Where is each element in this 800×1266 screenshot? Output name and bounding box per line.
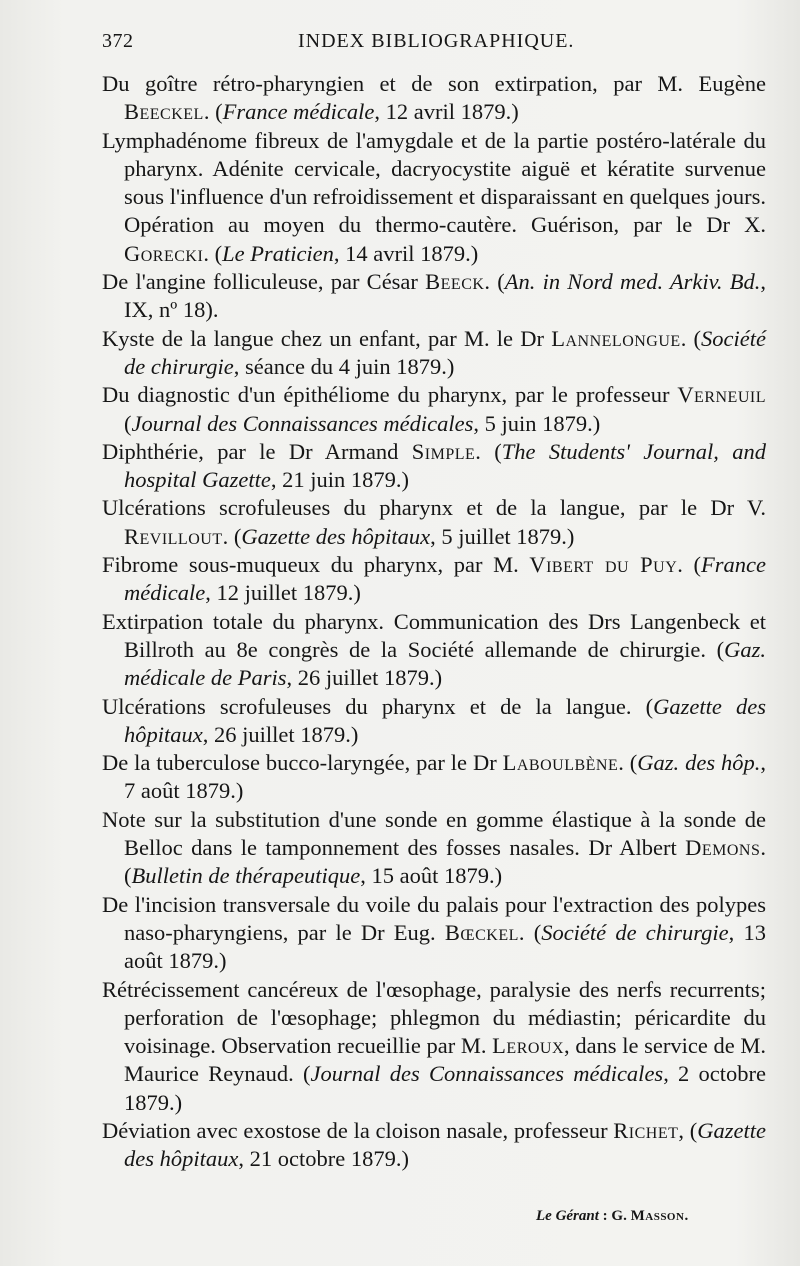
bibliography-entry: De l'angine folliculeuse, par César Beeck. (An. in Nord med. Arkiv. Bd., IX, nº 18). <box>102 269 767 323</box>
footer-label: Le Gérant <box>536 1208 599 1224</box>
bibliography-entry: Ulcérations scrofuleuses du pharynx et de la langue, par le Dr V. Revillout. (Gazette des hôpitaux, 5 juillet 1879.) <box>102 495 766 549</box>
bibliography-entry: Kyste de la langue chez un enfant, par M. le Dr Lannelongue. (Société de chirurgie, séance du 4 juin 1879.) <box>102 325 766 379</box>
bibliography-entry: De l'incision transversale du voile du palais pour l'extraction des polypes naso-pharyngiens, par le Dr Eug. Bœckel. (Société de chirurgie, 13 août 1879.) <box>102 891 766 974</box>
bibliography-entry: Fibrome sous-muqueux du pharynx, par M. Vibert du Puy. (France médicale, 12 juillet 1879.) <box>102 552 766 606</box>
footer-name: Masson <box>630 1208 685 1224</box>
bibliography-list <box>102 70 766 1174</box>
bibliography-entry: Note sur la substitution d'une sonde en gomme élastique à la sonde de Belloc dans le tamponnement des fosses nasales. Dr Albert Demons. (Bulletin de thérapeutique, 15 août 1879.) <box>102 806 766 889</box>
bibliography-entry: Lymphadénome fibreux de l'amygdale et de la partie postéro-latérale du pharynx. Adénite cervicale, dacryocystite aiguë et kératite survenue sous l'influence d'un refroidissement et disparaissant en quelques jours. Opération au moyen du thermo-cautère. Guérison, par le Dr X. Gorecki. (Le Praticien, 14 avril 1879.) <box>102 127 766 266</box>
bibliography-entry: Diphthérie, par le Dr Armand Simple. (The Students' Journal, and hospital Gazette, 21 juin 1879.) <box>102 438 766 493</box>
bibliography-entry: Extirpation totale du pharynx. Communication des Drs Langenbeck et Billroth au 8e congrès de la Société allemande de chirurgie. (Gaz. médicale de Paris, 26 juillet 1879.) <box>102 608 766 691</box>
page-header <box>102 30 762 60</box>
bibliography-entry: Du diagnostic d'un épithéliome du pharynx, par le professeur Verneuil (Journal des Connaissances médicales, 5 juin 1879.) <box>102 382 766 436</box>
bibliography-entry: Du goître rétro-pharyngien et de son extirpation, par M. Eugène Beeckel. (France médicale, 12 avril 1879.) <box>102 71 766 125</box>
page-footer: Le Gérant : G. Masson. <box>536 1208 689 1224</box>
bibliography-entry: De la tuberculose bucco-laryngée, par le Dr Laboulbène. (Gaz. des hôp., 7 août 1879.) <box>102 750 767 804</box>
bibliography-entry: Rétrécissement cancéreux de l'œsophage, paralysie des nerfs recurrents; perforation de l'œsophage; phlegmon du médiastin; péricardite du voisinage. Observation recueillie par M. Leroux, dans le service de M. Maurice Reynaud. (Journal des Connaissances médicales, 2 octobre 1879.) <box>102 976 766 1115</box>
bibliography-entry: Ulcérations scrofuleuses du pharynx et de la langue. (Gazette des hôpitaux, 26 juillet 1879.) <box>102 693 766 747</box>
running-title: INDEX BIBLIOGRAPHIQUE. <box>298 30 575 52</box>
page-number: 372 <box>102 30 134 52</box>
bibliography-entry: Déviation avec exostose de la cloison nasale, professeur Richet, (Gazette des hôpitaux, 21 octobre 1879.) <box>102 1117 766 1172</box>
